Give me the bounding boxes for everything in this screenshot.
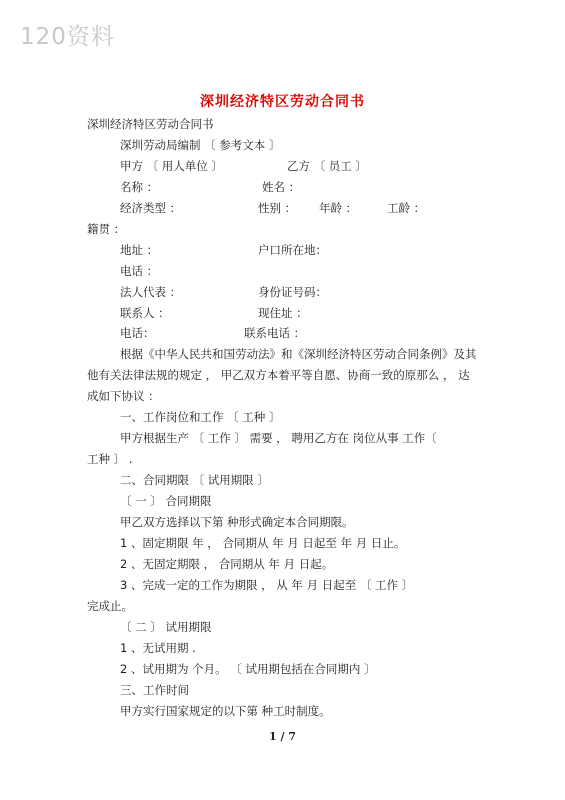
subtitle-line: 深圳经济特区劳动合同书 (87, 117, 214, 131)
name-label: 名称 ： (120, 180, 159, 194)
contact-person-label: 联系人 ： (120, 306, 170, 320)
preamble-line-1: 根据《中华人民共和国劳动法》和《深圳经济特区劳动合同条例》及其 (120, 347, 477, 361)
term-option-1: 1 、固定期限 年 ， 合同期从 年 月 日起至 年 月 日止。 (120, 536, 406, 550)
preamble-line-2: 他有关法律法规的规定 ， 甲乙双方本着平等自愿、协商一致的原那么 ， 达 (87, 368, 470, 382)
age-label: 年龄 ： (319, 201, 358, 215)
section-3-body: 甲方实行国家规定的以下第 种工时制度。 (120, 704, 331, 718)
party-a-label: 甲方 〔 用人单位 〕 (120, 159, 223, 173)
economic-type-label: 经济类型 ： (120, 201, 182, 215)
section-1-heading: 一、工作岗位和工作 〔 工种 〕 (120, 410, 281, 424)
subsection-contract-term: 〔 一 〕 合同期限 (120, 494, 212, 508)
contact-phone-label: 联系电话 ： (244, 326, 306, 340)
term-choice-line: 甲乙双方选择以下第 种形式确定本合同期限。 (120, 515, 354, 529)
watermark-logo: 120资料 (20, 24, 115, 50)
phone-label: 电话 ： (120, 264, 159, 278)
probation-option-2: 2 、试用期为 个月。 〔 试用期包括在合同期内 〕 (120, 662, 376, 676)
native-place-label: 籍贯 ： (87, 222, 126, 236)
household-registration-label: 户口所在地： (258, 243, 327, 257)
section-2-heading: 二、合同期限 〔 试用期限 〕 (120, 473, 269, 487)
phone-label-2: 电话： (120, 326, 155, 340)
section-1-body-cont: 工种 〕 . (87, 452, 133, 466)
probation-option-1: 1 、无试用期 . (120, 641, 196, 655)
term-option-3-cont: 完成止。 (87, 599, 133, 613)
term-option-3: 3 、完成一定的工作为期限 ， 从 年 月 日起至 〔 工作 〕 (120, 578, 414, 592)
compiler-line: 深圳劳动局编制 〔 参考文本 〕 (120, 138, 281, 152)
work-years-label: 工龄 ： (387, 201, 426, 215)
legal-representative-label: 法人代表 ： (120, 285, 182, 299)
page-indicator: 1 / 7 (269, 730, 296, 743)
term-option-2: 2 、无固定期限 ， 合同期从 年 月 日起。 (120, 557, 334, 571)
subsection-probation: 〔 二 〕 试用期限 (120, 620, 212, 634)
gender-label: 性别 ： (258, 201, 297, 215)
party-b-label: 乙方 〔 员工 〕 (287, 159, 367, 173)
section-3-heading: 三、工作时间 (120, 683, 189, 697)
document-title: 深圳经济特区劳动合同书 (200, 94, 365, 110)
preamble-line-3: 成如下协议 ： (87, 389, 160, 403)
person-name-label: 姓名 ： (262, 180, 301, 194)
address-label: 地址 ： (120, 243, 159, 257)
id-number-label: 身份证号码： (258, 285, 327, 299)
current-address-label: 现住址 ： (258, 306, 308, 320)
section-1-body: 甲方根据生产 〔 工作 〕 需要 ， 聘用乙方在 岗位从事 工作〔 (120, 431, 437, 445)
